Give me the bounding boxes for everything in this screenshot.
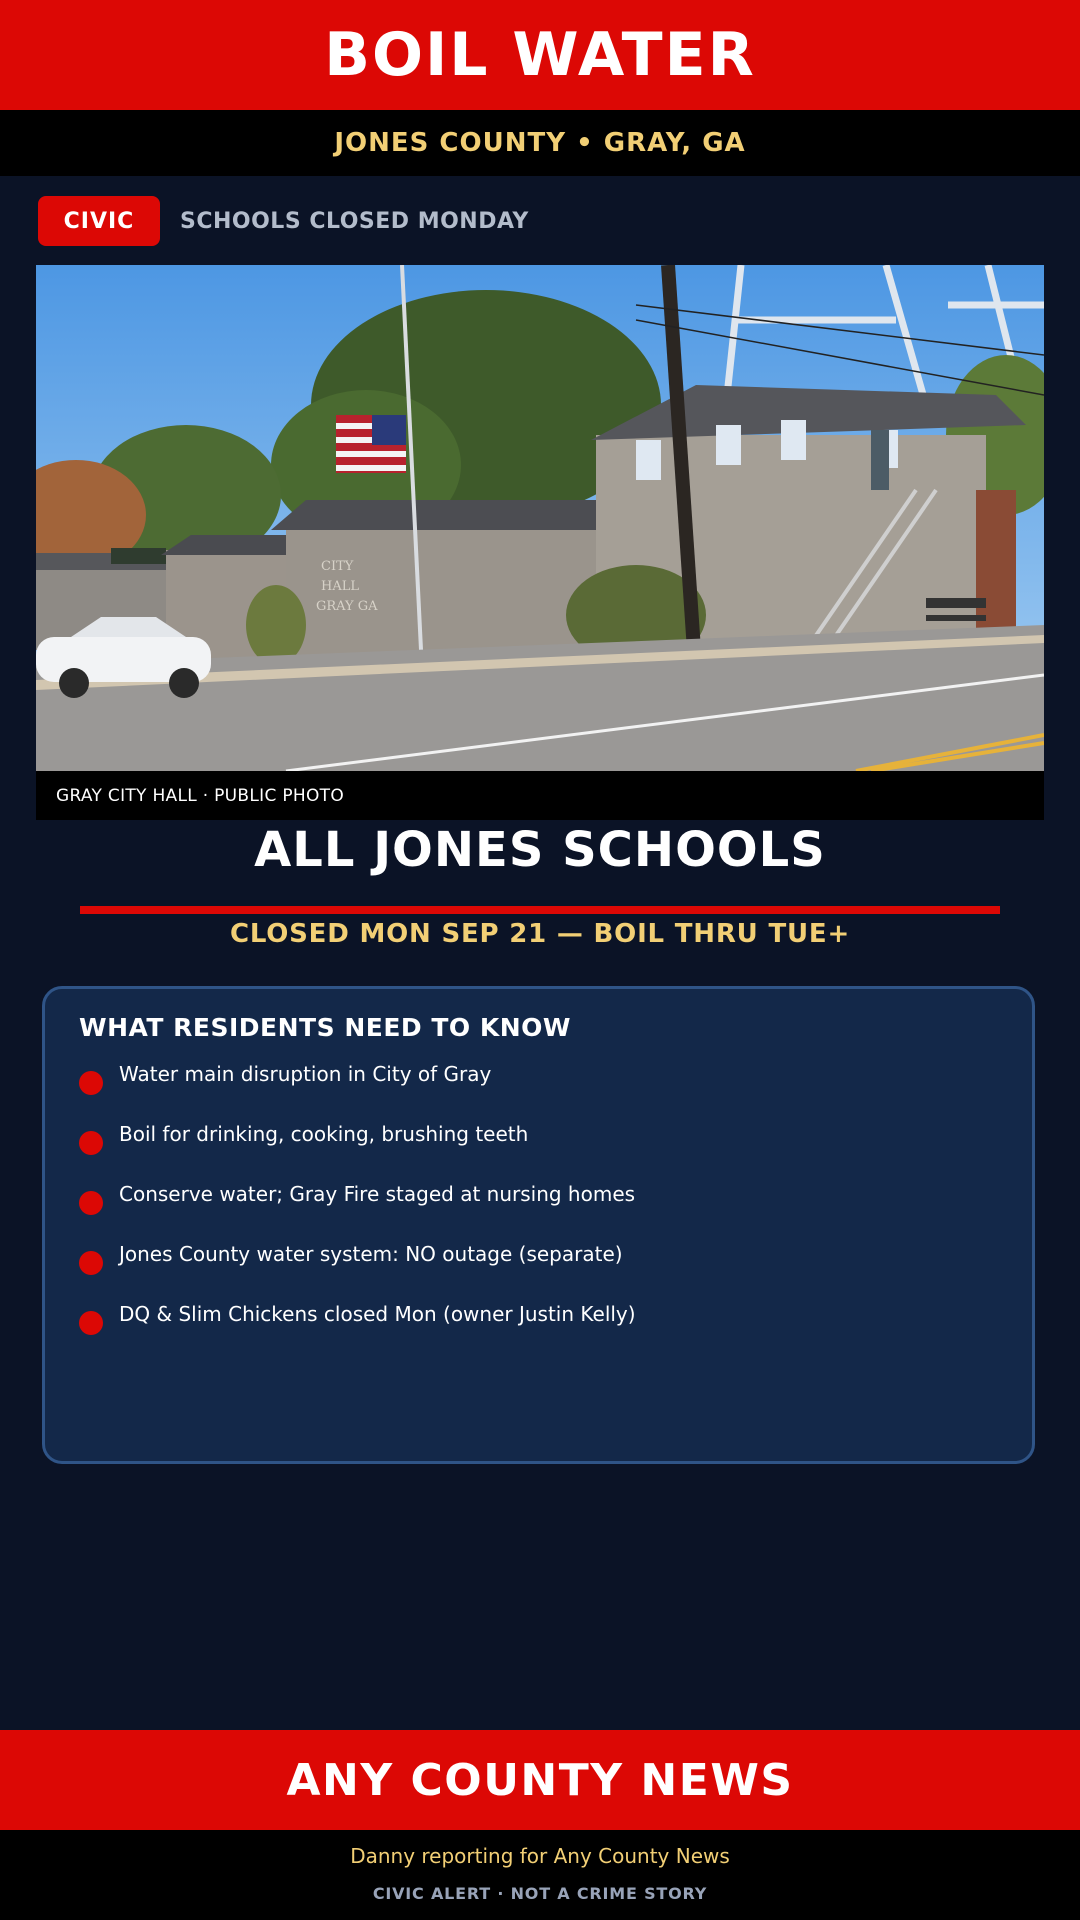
list-item (79, 1179, 636, 1239)
footer (0, 1830, 1080, 1920)
info-card-title: WHAT RESIDENTS NEED TO KNOW (79, 1013, 571, 1042)
alert-title: BOIL WATER (324, 20, 756, 90)
photo-caption: GRAY CITY HALL · PUBLIC PHOTO (56, 785, 345, 806)
sub-headline: CLOSED MON SEP 21 — BOIL THRU TUE+ (229, 919, 851, 949)
list-item-text: DQ & Slim Chickens closed Mon (owner Justin Kelly) (119, 1302, 636, 1326)
photo-illustration (36, 265, 1044, 771)
info-list (79, 1059, 636, 1359)
photo-caption-bar (36, 771, 1044, 820)
list-item (79, 1299, 636, 1359)
list-item-text: Boil for drinking, cooking, brushing teeth (119, 1122, 529, 1146)
location-bar (0, 110, 1080, 176)
svg-text:HALL: HALL (321, 579, 359, 594)
list-item (79, 1119, 636, 1179)
main-headline: ALL JONES SCHOOLS (254, 822, 826, 878)
bullet-dot-icon (79, 1251, 103, 1275)
bullet-dot-icon (79, 1071, 103, 1095)
bullet-dot-icon (79, 1311, 103, 1335)
category-badge (38, 196, 160, 246)
alert-banner (0, 0, 1080, 110)
brand-name: ANY COUNTY NEWS (286, 1754, 794, 1806)
bullet-dot-icon (79, 1191, 103, 1215)
list-item-text: Jones County water system: NO outage (separate) (119, 1242, 623, 1266)
svg-text:GRAY GA: GRAY GA (316, 599, 378, 614)
city-hall-sign: CITY (321, 559, 354, 574)
city-hall-photo (36, 265, 1044, 771)
list-item (79, 1239, 636, 1299)
tag-row (38, 195, 529, 247)
list-item-text: Water main disruption in City of Gray (119, 1062, 492, 1086)
bullet-dot-icon (79, 1131, 103, 1155)
info-card (42, 986, 1035, 1464)
list-item (79, 1059, 636, 1119)
tag-headline: SCHOOLS CLOSED MONDAY (180, 208, 529, 234)
footer-byline: Danny reporting for Any County News (350, 1844, 730, 1868)
location-text: JONES COUNTY • GRAY, GA (334, 128, 746, 158)
brand-banner (0, 1730, 1080, 1830)
footer-note: CIVIC ALERT · NOT A CRIME STORY (372, 1884, 708, 1903)
category-badge-label: CIVIC (63, 208, 135, 234)
list-item-text: Conserve water; Gray Fire staged at nursing homes (119, 1182, 636, 1206)
